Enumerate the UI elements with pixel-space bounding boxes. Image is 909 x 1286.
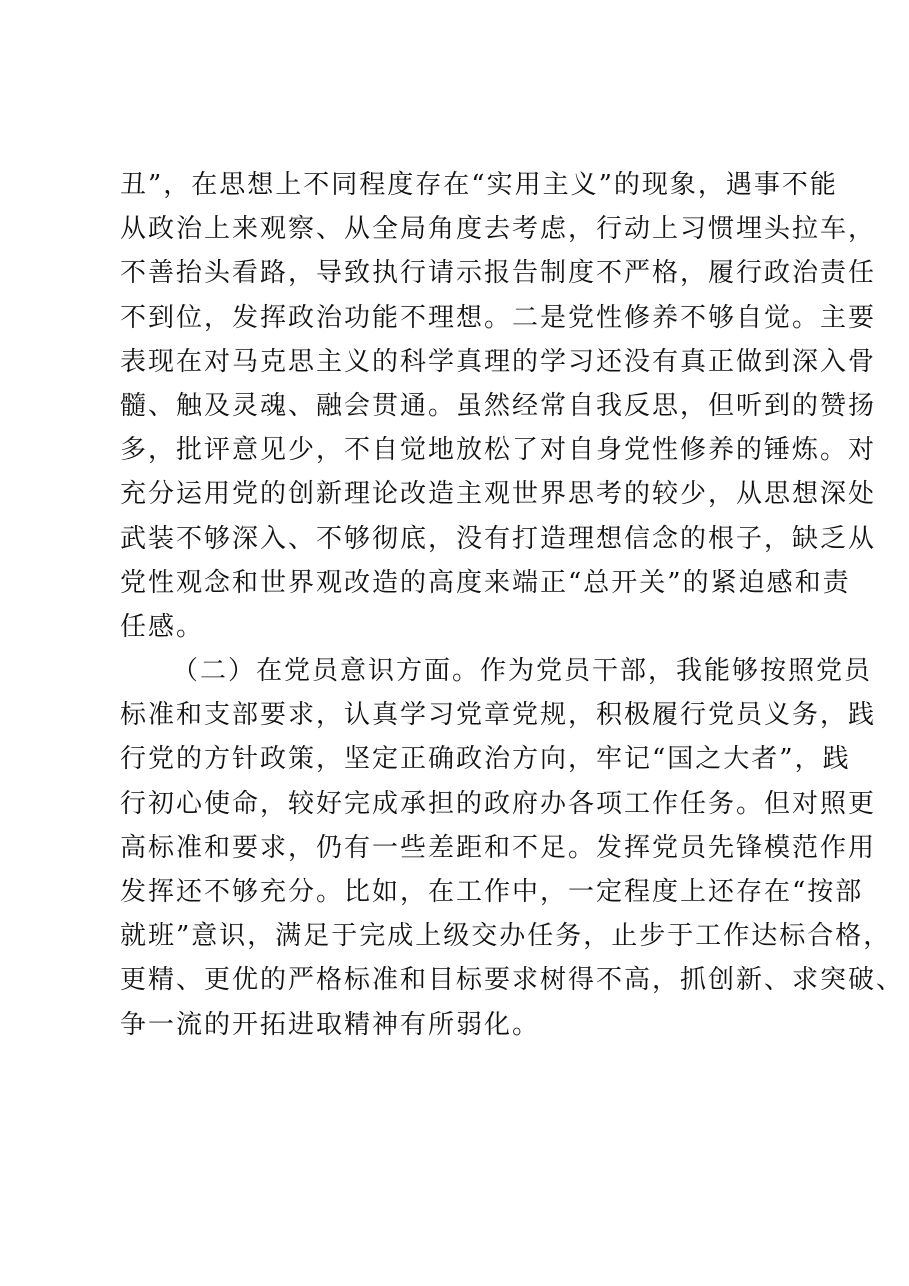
text-line: 武装不够深入、不够彻底，没有打造理想信念的根子，缺乏从 [120,523,877,554]
text-line: 行党的方针政策，坚定正确政治方向，牢记“国之大者”，践 [120,744,851,775]
text-line: 就班”意识，满足于完成上级交办任务，止步于工作达标合格， [120,921,892,952]
text-line: 从政治上来观察、从全局角度去考虑，行动上习惯埋头拉车， [120,214,877,245]
text-line: （二）在党员意识方面。作为党员干部，我能够按照党员 [172,656,873,687]
text-line: 争一流的开拓进取精神有所弱化。 [120,1009,541,1040]
text-line: 高标准和要求，仍有一些差距和不足。发挥党员先锋模范作用 [120,832,877,863]
document-body [120,163,905,1047]
text-line: 不到位，发挥政治功能不理想。二是党性修养不够自觉。主要 [120,302,877,333]
text-line: 标准和支部要求，认真学习党章党规，积极履行党员义务，践 [120,700,877,731]
paragraph-1 [120,163,877,649]
text-line: 充分运用党的创新理论改造主观世界思考的较少，从思想深处 [120,479,877,510]
text-line: 丑”，在思想上不同程度存在“实用主义”的现象，遇事不能 [120,170,838,200]
text-line: 不善抬头看路，导致执行请示报告制度不严格，履行政治责任 [120,258,877,289]
text-line: 党性观念和世界观改造的高度来端正“总开关”的紧迫感和责 [120,567,851,598]
text-line: 发挥还不够充分。比如，在工作中，一定程度上还存在“按部 [120,877,864,907]
text-line: 髓、触及灵魂、融会贯通。虽然经常自我反思，但听到的赞扬 [120,390,877,421]
paragraph-2 [120,649,905,1047]
text-line: 行初心使命，较好完成承担的政府办各项工作任务。但对照更 [120,788,877,819]
text-line: 多，批评意见少，不自觉地放松了对自身党性修养的锤炼。对 [120,435,877,466]
text-line: 表现在对马克思主义的科学真理的学习还没有真正做到深入骨 [120,346,877,377]
text-line: 任感。 [120,611,205,642]
text-line: 更精、更优的严格标准和目标要求树得不高，抓创新、求突破、 [120,965,905,996]
